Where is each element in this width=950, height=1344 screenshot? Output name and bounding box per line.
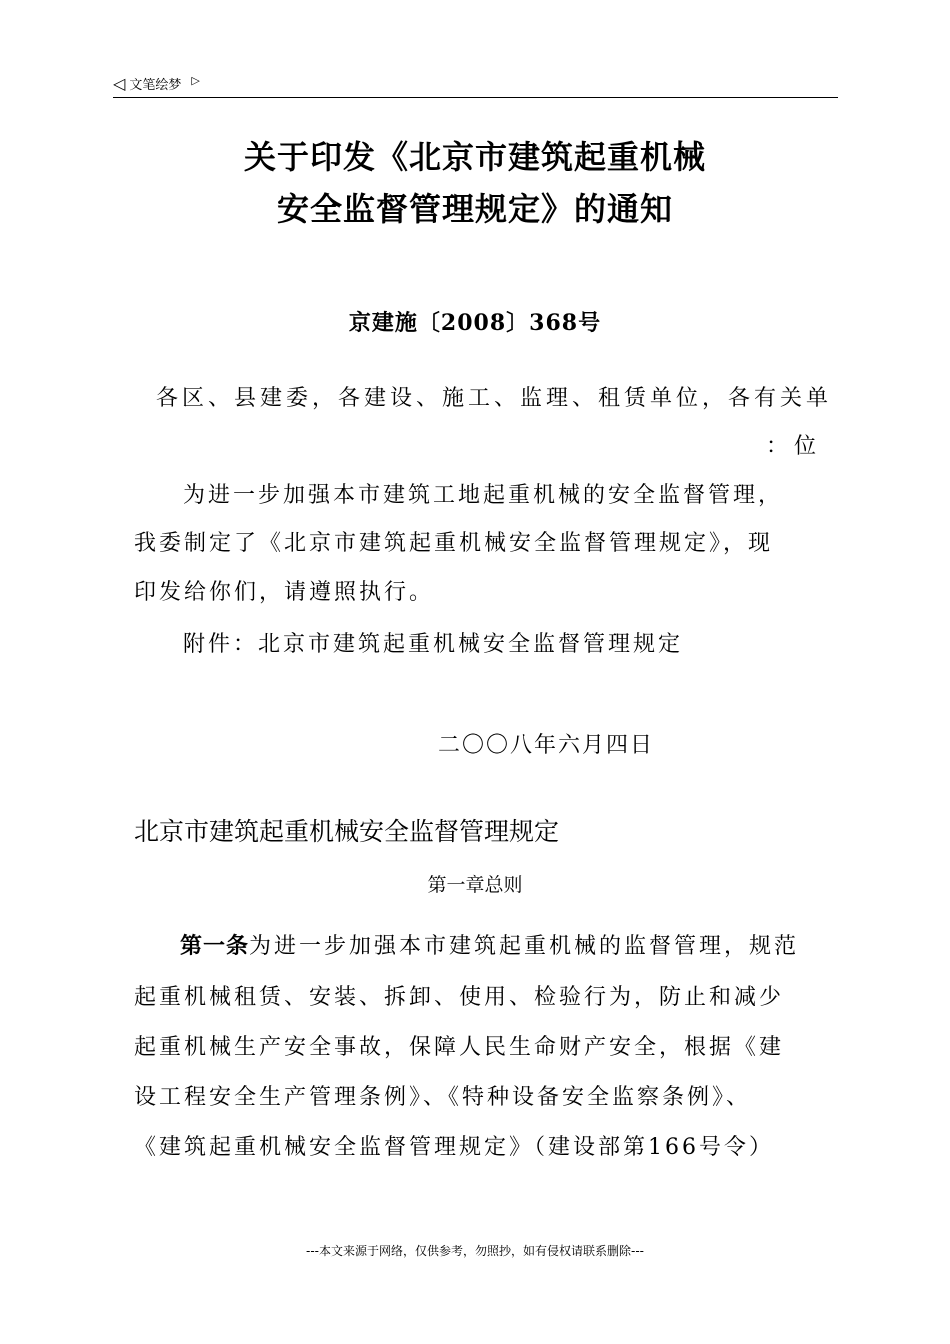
article1-line3: 起重机械生产安全事故，保障人民生命财产安全，根据《建 — [134, 1035, 785, 1060]
regulation-title: 北京市建筑起重机械安全监督管理规定 — [134, 817, 560, 846]
addressee-line2: ：位 — [766, 434, 823, 459]
triangle-right-icon: ▷ — [191, 74, 200, 87]
notice-title — [0, 131, 950, 235]
chapter-heading: 第一章总则 — [427, 874, 523, 896]
header-rule — [113, 97, 838, 98]
header-text: 文笔绘梦 — [129, 78, 182, 93]
article1-line1-text: 为进一步加强本市建筑起重机械的监督管理，规范 — [249, 934, 800, 959]
notice-title-line1: 关于印发《北京市建筑起重机械 — [243, 138, 706, 176]
notice-title-line2: 安全监督管理规定》的通知 — [276, 190, 673, 228]
attachment-line: 附件：北京市建筑起重机械安全监督管理规定 — [183, 632, 684, 657]
triangle-left-icon: ◁ — [113, 73, 126, 93]
notice-body-line1: 为进一步加强本市建筑工地起重机械的安全监督管理， — [183, 483, 784, 508]
page-header — [113, 74, 200, 93]
addressee-line1: 各区、县建委，各建设、施工、监理、租赁单位，各有关单 — [156, 386, 833, 411]
notice-body-line3: 印发给你们，请遵照执行。 — [134, 580, 435, 605]
notice-body-line2: 我委制定了《北京市建筑起重机械安全监督管理规定》，现 — [134, 531, 774, 556]
article1-line2: 起重机械租赁、安装、拆卸、使用、检验行为，防止和减少 — [134, 985, 785, 1010]
page-footer: ---本文来源于网络，仅供参考，勿照抄，如有侵权请联系删除--- — [306, 1244, 644, 1258]
article1-line5: 《建筑起重机械安全监督管理规定》（建设部第166号令） — [134, 1135, 774, 1160]
document-number: 京建施〔2008〕368号 — [348, 310, 602, 336]
article1-line1 — [180, 922, 799, 972]
article1-label: 第一条 — [180, 934, 250, 959]
issue-date: 二〇〇八年六月四日 — [438, 733, 655, 758]
article1-line4: 设工程安全生产管理条例》、《特种设备安全监察条例》、 — [134, 1085, 752, 1110]
